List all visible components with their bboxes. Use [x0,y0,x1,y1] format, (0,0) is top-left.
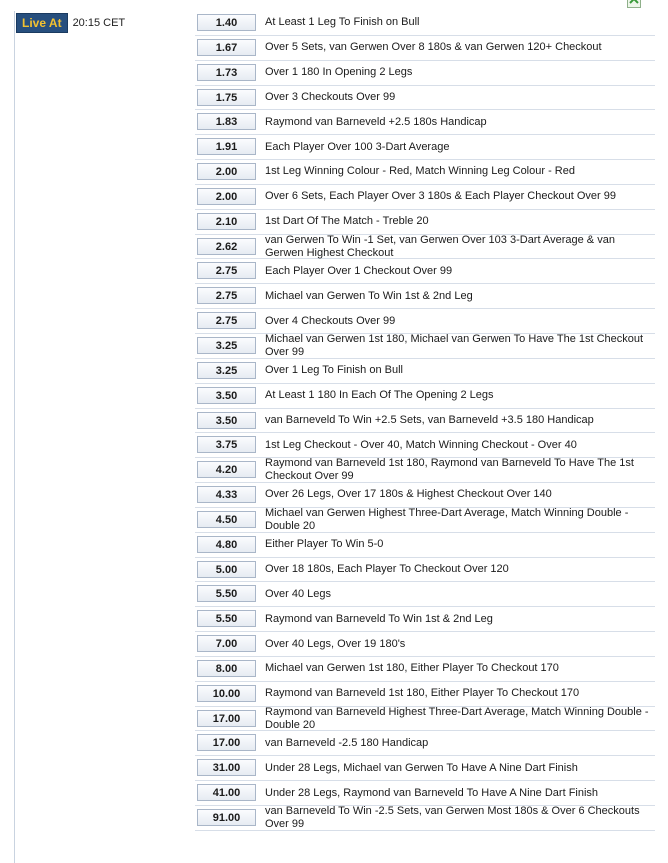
selection-description: Each Player Over 100 3-Dart Average [265,140,450,153]
selection-description: van Barneveld To Win +2.5 Sets, van Barneveld +3.5 180 Handicap [265,413,594,426]
selection-description: Raymond van Barneveld 1st 180, Either Player To Checkout 170 [265,687,580,700]
selection-row [195,259,655,284]
selection-description: Michael van Gerwen 1st 180, Michael van Gerwen To Have The 1st Checkout Over 99 [265,332,644,358]
selection-description: Over 4 Checkouts Over 99 [265,314,396,327]
odds-button[interactable]: 91.00 [197,809,256,826]
odds-button[interactable]: 1.40 [197,14,256,31]
odds-button[interactable]: 5.50 [197,610,256,627]
selection-description: Over 1 Leg To Finish on Bull [265,364,403,377]
selection-description: Over 5 Sets, van Gerwen Over 8 180s & van Gerwen 120+ Checkout [265,41,602,54]
selection-description: Under 28 Legs, Michael van Gerwen To Have A Nine Dart Finish [265,761,578,774]
selection-row [195,756,655,781]
selection-description: Michael van Gerwen 1st 180, Either Player To Checkout 170 [265,662,559,675]
selection-description: Michael van Gerwen To Win 1st & 2nd Leg [265,289,473,302]
selection-row [195,61,655,86]
selection-description: Raymond van Barneveld 1st 180, Raymond van Barneveld To Have The 1st Checkout Over 99 [265,457,634,483]
odds-button[interactable]: 17.00 [197,734,256,751]
odds-button[interactable]: 3.50 [197,387,256,404]
live-badge[interactable]: Live At [16,13,68,33]
selection-row [195,359,655,384]
selection-row [195,36,655,61]
refresh-icon[interactable] [627,0,641,8]
selection-description: Either Player To Win 5-0 [265,538,384,551]
selection-description: Over 6 Sets, Each Player Over 3 180s & Each Player Checkout Over 99 [265,190,616,203]
odds-button[interactable]: 2.00 [197,188,256,205]
selection-row [195,731,655,756]
selection-description: 1st Leg Checkout - Over 40, Match Winning Checkout - Over 40 [265,438,577,451]
selection-row [195,533,655,558]
odds-button[interactable]: 5.50 [197,585,256,602]
selection-row [195,707,655,732]
selection-row [195,135,655,160]
odds-button[interactable]: 1.67 [197,39,256,56]
event-time: 20:15 CET [72,17,126,29]
odds-button[interactable]: 2.10 [197,213,256,230]
odds-button[interactable]: 8.00 [197,660,256,677]
odds-button[interactable]: 4.50 [197,511,256,528]
odds-button[interactable]: 17.00 [197,710,256,727]
odds-button[interactable]: 10.00 [197,685,256,702]
odds-button[interactable]: 1.75 [197,89,256,106]
selection-row [195,607,655,632]
odds-button[interactable]: 3.25 [197,337,256,354]
selection-row [195,632,655,657]
odds-button[interactable]: 2.62 [197,238,256,255]
odds-button[interactable]: 2.75 [197,262,256,279]
selection-description: Over 40 Legs, Over 19 180's [265,637,406,650]
odds-button[interactable]: 5.00 [197,561,256,578]
selection-row [195,483,655,508]
selection-description: Raymond van Barneveld Highest Three-Dart Average, Match Winning Double - Double 20 [265,705,649,731]
selection-row [195,508,655,533]
selection-row [195,384,655,409]
selection-row [195,433,655,458]
selection-description: 1st Dart Of The Match - Treble 20 [265,215,429,228]
selection-description: Michael van Gerwen Highest Three-Dart Average, Match Winning Double - Double 20 [265,506,629,532]
odds-button[interactable]: 2.75 [197,312,256,329]
odds-button[interactable]: 3.25 [197,362,256,379]
selection-row [195,558,655,583]
odds-button[interactable]: 1.91 [197,138,256,155]
selection-description: Raymond van Barneveld +2.5 180s Handicap [265,115,487,128]
selection-row [195,185,655,210]
selection-description: Over 1 180 In Opening 2 Legs [265,66,413,79]
selection-row [195,160,655,185]
odds-button[interactable]: 3.75 [197,436,256,453]
odds-button[interactable]: 41.00 [197,784,256,801]
selection-row [195,309,655,334]
odds-button[interactable]: 2.00 [197,163,256,180]
odds-button[interactable]: 3.50 [197,412,256,429]
odds-button[interactable]: 2.75 [197,287,256,304]
selection-description: Over 40 Legs [265,587,332,600]
selection-row [195,806,655,831]
odds-button[interactable]: 1.83 [197,113,256,130]
selection-row [195,682,655,707]
selection-description: Raymond van Barneveld To Win 1st & 2nd Leg [265,612,493,625]
selection-row [195,582,655,607]
event-info-panel [14,11,195,863]
selection-description: van Gerwen To Win -1 Set, van Gerwen Over 103 3-Dart Average & van Gerwen Highest Checkout [265,233,615,259]
selection-row [195,110,655,135]
odds-button[interactable]: 1.73 [197,64,256,81]
selection-row [195,781,655,806]
selection-row [195,409,655,434]
selection-description: Each Player Over 1 Checkout Over 99 [265,264,453,277]
selection-description: At Least 1 180 In Each Of The Opening 2 Legs [265,389,494,402]
odds-button[interactable]: 4.80 [197,536,256,553]
selection-row [195,235,655,260]
top-strip [0,0,668,8]
selection-description: At Least 1 Leg To Finish on Bull [265,16,420,29]
selection-row [195,657,655,682]
selection-description: 1st Leg Winning Colour - Red, Match Winning Leg Colour - Red [265,165,575,178]
selection-row [195,334,655,359]
live-header [16,14,125,32]
selection-description: van Barneveld To Win -2.5 Sets, van Gerwen Most 180s & Over 6 Checkouts Over 99 [265,804,640,830]
selections-list [195,11,655,831]
odds-button[interactable]: 4.20 [197,461,256,478]
selection-row [195,284,655,309]
selection-description: Over 18 180s, Each Player To Checkout Over 120 [265,562,509,575]
selection-description: Over 3 Checkouts Over 99 [265,90,396,103]
selection-row [195,458,655,483]
selection-row [195,210,655,235]
selection-description: van Barneveld -2.5 180 Handicap [265,736,429,749]
selection-description: Over 26 Legs, Over 17 180s & Highest Checkout Over 140 [265,488,552,501]
selection-row [195,86,655,111]
odds-button[interactable]: 4.33 [197,486,256,503]
selection-row [195,11,655,36]
odds-button[interactable]: 31.00 [197,759,256,776]
odds-button[interactable]: 7.00 [197,635,256,652]
selection-description: Under 28 Legs, Raymond van Barneveld To Have A Nine Dart Finish [265,786,599,799]
